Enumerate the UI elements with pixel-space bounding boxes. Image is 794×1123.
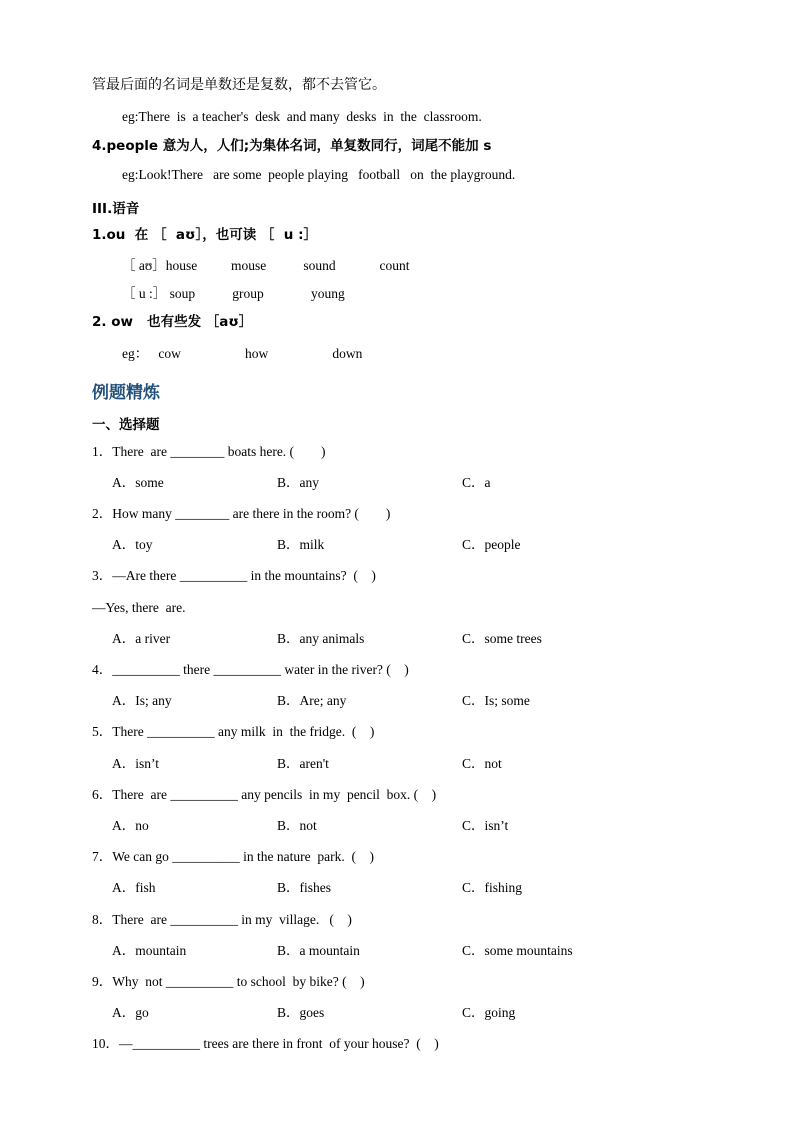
question-stem: 9．Why not __________ to school by bike? ( ) (92, 974, 365, 989)
phonetics-ou-title: 1.ou 在 ［ aʊ］，也可读 ［ u :］ (92, 227, 318, 243)
option-a: A．Is; any (112, 693, 172, 708)
option-a: A．isn’t (112, 756, 160, 771)
question-stem: 6．There are __________ any pencils in my pencil box. ( ) (92, 787, 437, 802)
option-b: B．any animals (277, 631, 365, 646)
option-c: C．isn’t (462, 818, 509, 833)
phonetics-ow-row: eg： cow how down (122, 346, 363, 361)
question-stem: 3．—Are there __________ in the mountains? ( ) (92, 568, 376, 583)
option-a: A．toy (112, 537, 153, 552)
question-stem: 5．There __________ any milk in the fridge. ( ) (92, 724, 375, 739)
option-c: C．not (462, 756, 502, 771)
option-c: C．going (462, 1005, 516, 1020)
example-sentence-1: eg:There is a teacher's desk and many desks in the classroom. (122, 109, 482, 124)
example-sentence-2: eg:Look!There are some people playing football on the playground. (122, 167, 516, 182)
option-b: B．goes (277, 1005, 325, 1020)
phonetics-ow-title: 2. ow 也有些发 ［aʊ］ (92, 314, 253, 330)
option-a: A．no (112, 818, 149, 833)
option-c: C．a (462, 475, 491, 490)
phonetics-ou-row-1: ［ aʊ］house mouse sound count (122, 258, 410, 273)
option-b: B．Are; any (277, 693, 347, 708)
question-stem: 4．__________ there __________ water in the river? ( ) (92, 662, 409, 677)
option-c: C．people (462, 537, 521, 552)
question-stem: 7．We can go __________ in the nature park. ( ) (92, 849, 374, 864)
option-b: B．any (277, 475, 319, 490)
option-b: B．not (277, 818, 317, 833)
question-stem: 1．There are ________ boats here. ( ) (92, 444, 326, 459)
note-point-4: 4.people 意为人，人们;为集体名词，单复数同行，词尾不能加 s (92, 138, 492, 154)
option-b: B．aren't (277, 756, 329, 771)
section-title-phonetics: III.语音 (92, 201, 140, 217)
question-stem: 10．—__________ trees are there in front of your house? ( ) (92, 1036, 439, 1051)
phonetics-ou-row-2: ［ u :］ soup group young (122, 286, 345, 301)
question-stem: 8．There are __________ in my village. ( ) (92, 912, 352, 927)
option-a: A．fish (112, 880, 156, 895)
examples-heading: 例题精炼 (92, 383, 160, 403)
option-a: A．mountain (112, 943, 187, 958)
question-answer-line: —Yes, there are. (92, 600, 186, 615)
option-a: A．some (112, 475, 164, 490)
option-c: C．some trees (462, 631, 542, 646)
option-a: A．go (112, 1005, 149, 1020)
option-c: C．Is; some (462, 693, 530, 708)
exercise-section-title: 一、选择题 (92, 417, 160, 433)
option-c: C．fishing (462, 880, 523, 895)
option-c: C．some mountains (462, 943, 573, 958)
question-stem: 2．How many ________ are there in the room? ( ) (92, 506, 391, 521)
option-b: B．milk (277, 537, 325, 552)
option-b: B．fishes (277, 880, 331, 895)
option-a: A．a river (112, 631, 171, 646)
note-line-1: 管最后面的名词是单数还是复数，都不去管它。 (92, 77, 386, 93)
option-b: B．a mountain (277, 943, 360, 958)
